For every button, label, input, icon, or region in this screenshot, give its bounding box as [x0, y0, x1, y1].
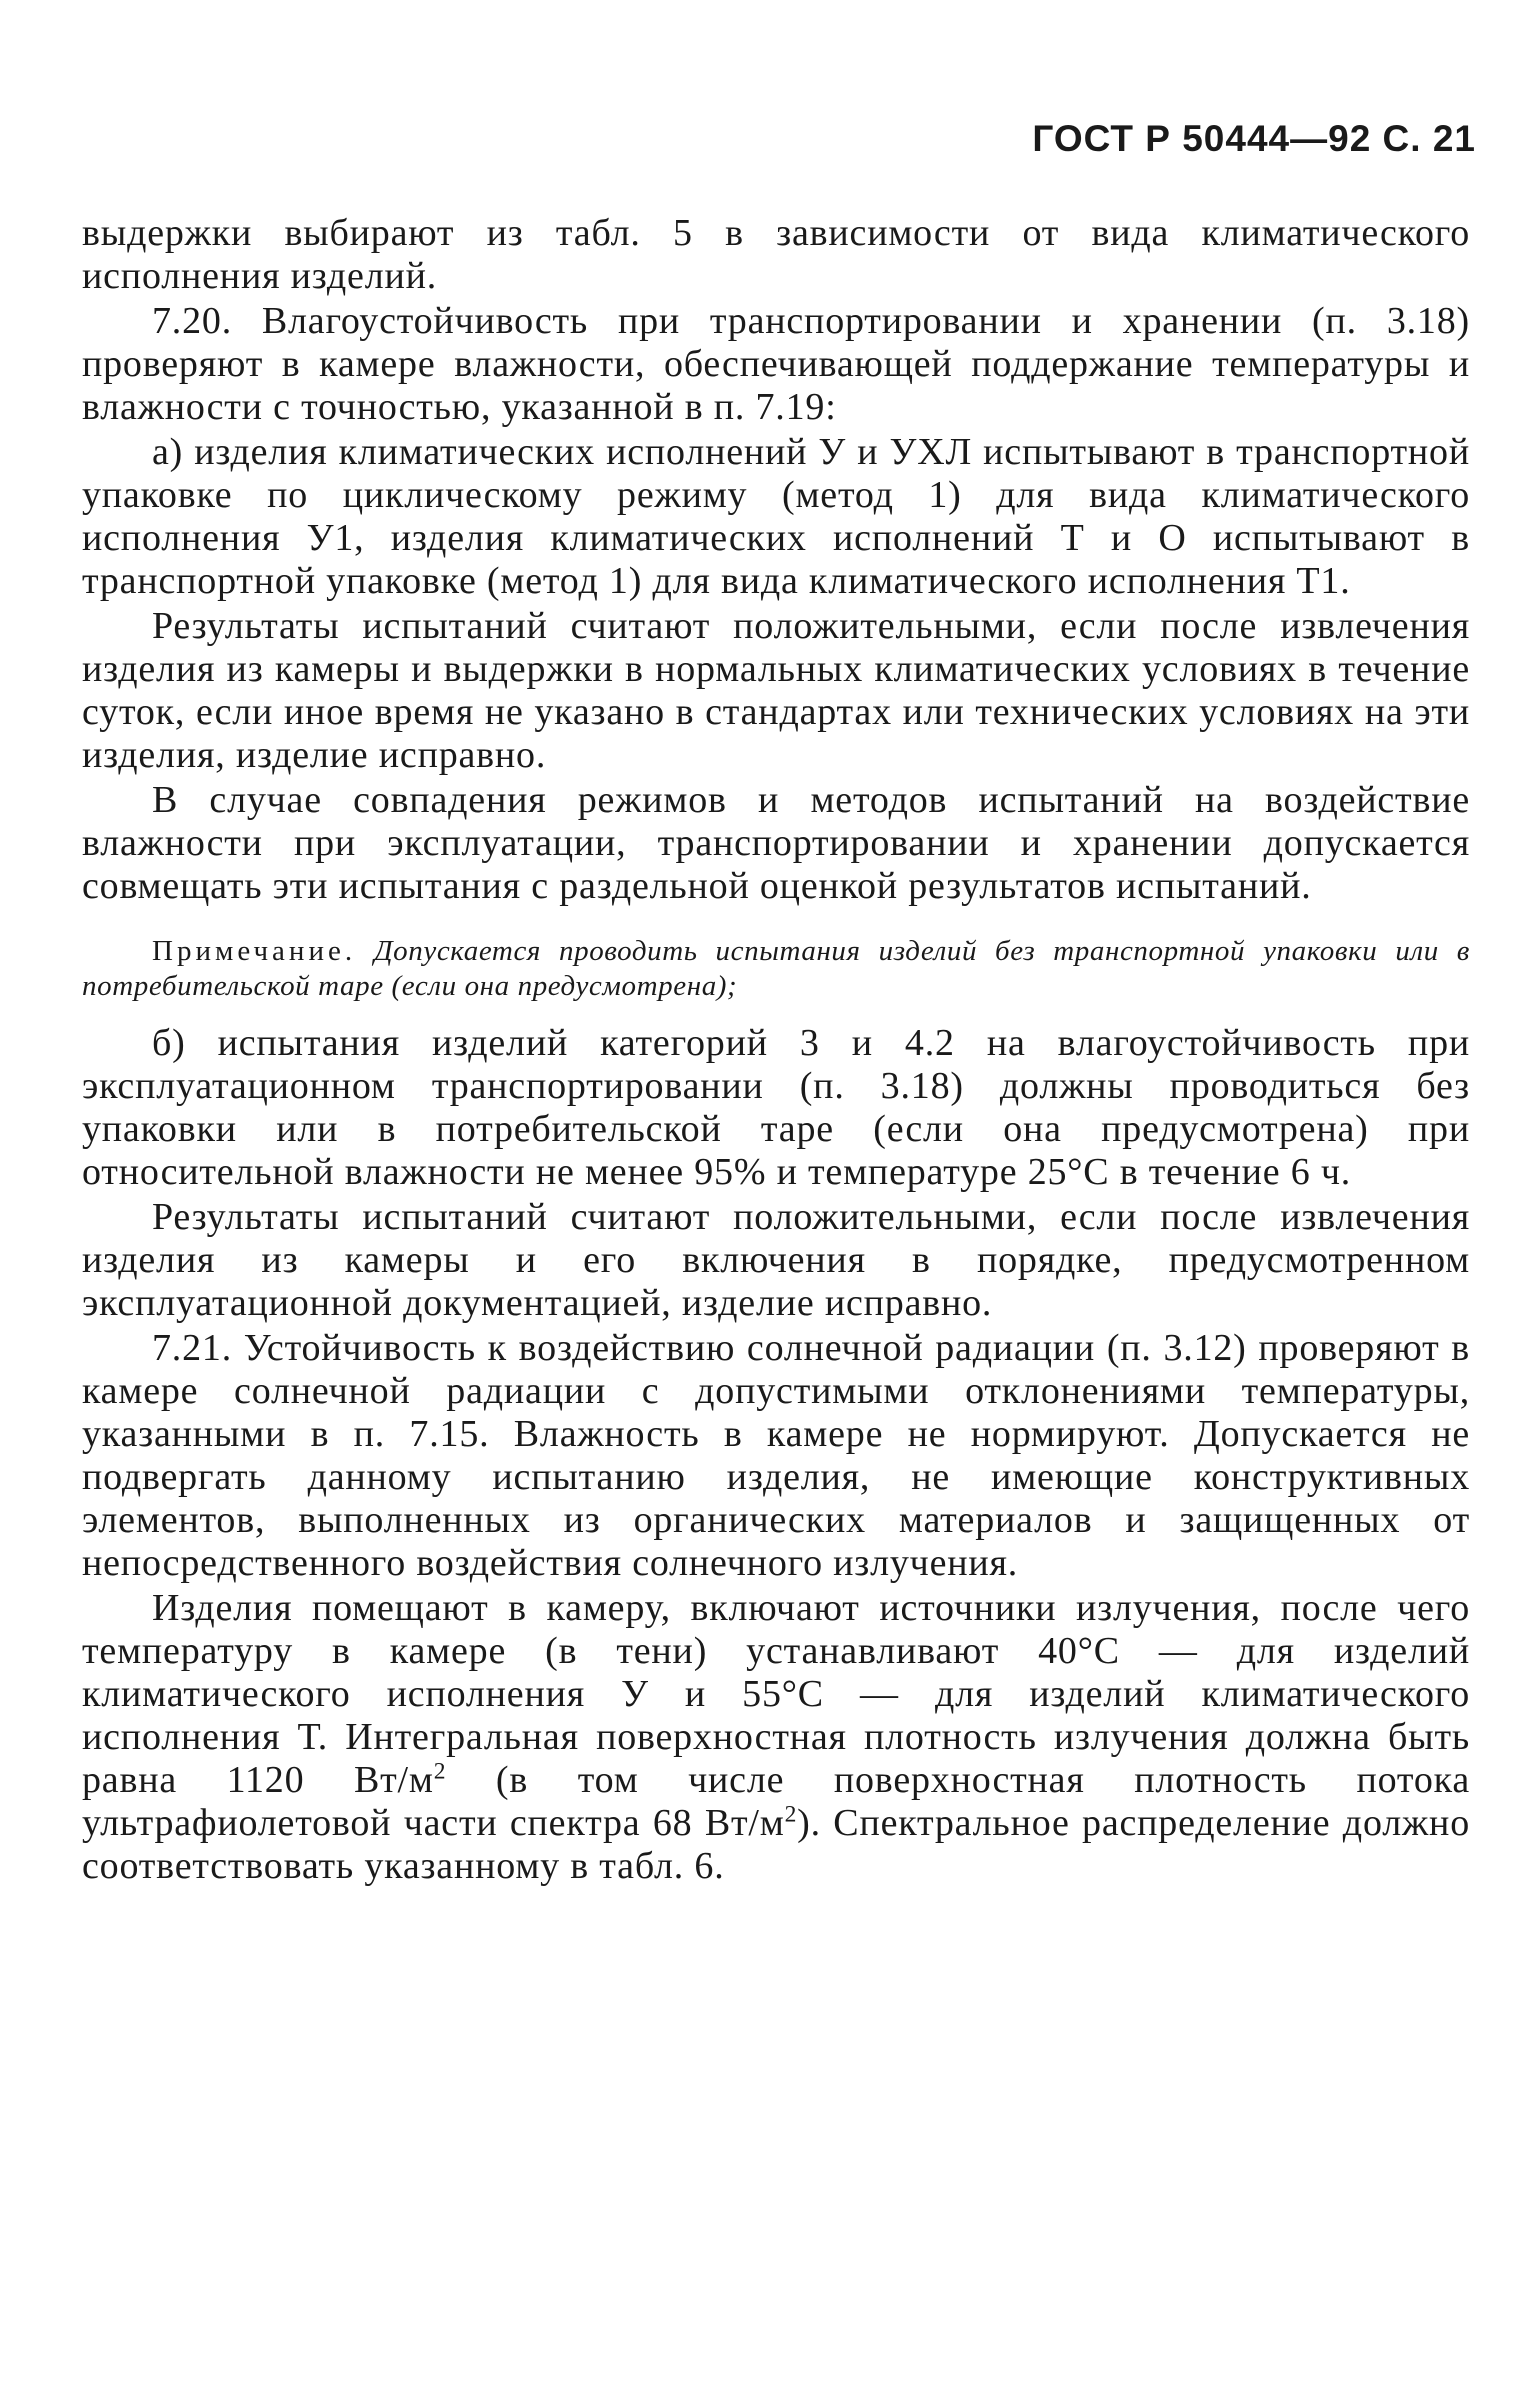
note-text: Допускается проводить испытания изделий без транспортной упаковки или в потребительской таре (если она предусмотрена);: [82, 935, 1470, 1002]
paragraph-item-a: а) изделия климатических исполнений У и УХЛ испытывают в транспортной упаковке по циклическому режиму (метод 1) для вида климатического исполнения У1, изделия климатических исполнений Т и О испытывают в транспортной упаковке (метод 1) для вида климатического исполнения Т1.: [82, 431, 1470, 602]
paragraph-item-b: б) испытания изделий категорий 3 и 4.2 на влагоустойчивость при эксплуатационном транспортировании (п. 3.18) должны проводиться без упаковки или в потребительской таре (если она предусмотрена) при относительной влажности не менее 95% и температуре 25°С в течение 6 ч.: [82, 1022, 1470, 1193]
page-header: ГОСТ Р 50444—92 С. 21: [1032, 118, 1476, 159]
text-part-c: ). Спектральное распределение должно соответствовать указанному в табл. 6.: [82, 1802, 1470, 1887]
paragraph-continuation: выдержки выбирают из табл. 5 в зависимости от вида климатического исполнения изделий.: [82, 212, 1470, 297]
paragraph-7-21: 7.21. Устойчивость к воздействию солнечной радиации (п. 3.12) проверяют в камере солнечной радиации с допустимыми отклонениями температуры, указанными в п. 7.15. Влажность в камере не нормируют. Допускается не подвергать данному испытанию изделия, не имеющие конструктивных элементов, выполненных из органических материалов и защищенных от непосредственного воздействия солнечного излучения.: [82, 1327, 1470, 1584]
note-label: Примечание.: [152, 935, 357, 967]
paragraph-radiation-procedure: [82, 1587, 1470, 1888]
superscript-1: 2: [433, 1758, 447, 1785]
paragraph-results-1: Результаты испытаний считают положительными, если после извлечения изделия из камеры и выдержки в нормальных климатических условиях в течение суток, если иное время не указано в стандартах или технических условиях на эти изделия, изделие исправно.: [82, 605, 1470, 776]
superscript-2: 2: [784, 1801, 798, 1828]
paragraph-7-20: 7.20. Влагоустойчивость при транспортировании и хранении (п. 3.18) проверяют в камере влажности, обеспечивающей поддержание температуры и влажности с точностью, указанной в п. 7.19:: [82, 300, 1470, 428]
text-part-a: Изделия помещают в камеру, включают источники излучения, после чего температуру в камере (в тени) устанавливают 40°С — для изделий климатического исполнения У и 55°С — для изделий климатического исполнения Т. Интегральная поверхностная плотность излучения должна быть равна 1120 Вт/м: [82, 1587, 1470, 1801]
note: [82, 934, 1470, 1004]
document-body: [82, 212, 1470, 1888]
text-part-b: (в том числе поверхностная плотность потока ультрафиолетовой части спектра 68 Вт/м: [82, 1759, 1470, 1844]
paragraph-results-2: Результаты испытаний считают положительными, если после извлечения изделия из камеры и его включения в порядке, предусмотренном эксплуатационной документацией, изделие исправно.: [82, 1196, 1470, 1324]
paragraph-combined-tests: В случае совпадения режимов и методов испытаний на воздействие влажности при эксплуатации, транспортировании и хранении допускается совмещать эти испытания с раздельной оценкой результатов испытаний.: [82, 779, 1470, 907]
